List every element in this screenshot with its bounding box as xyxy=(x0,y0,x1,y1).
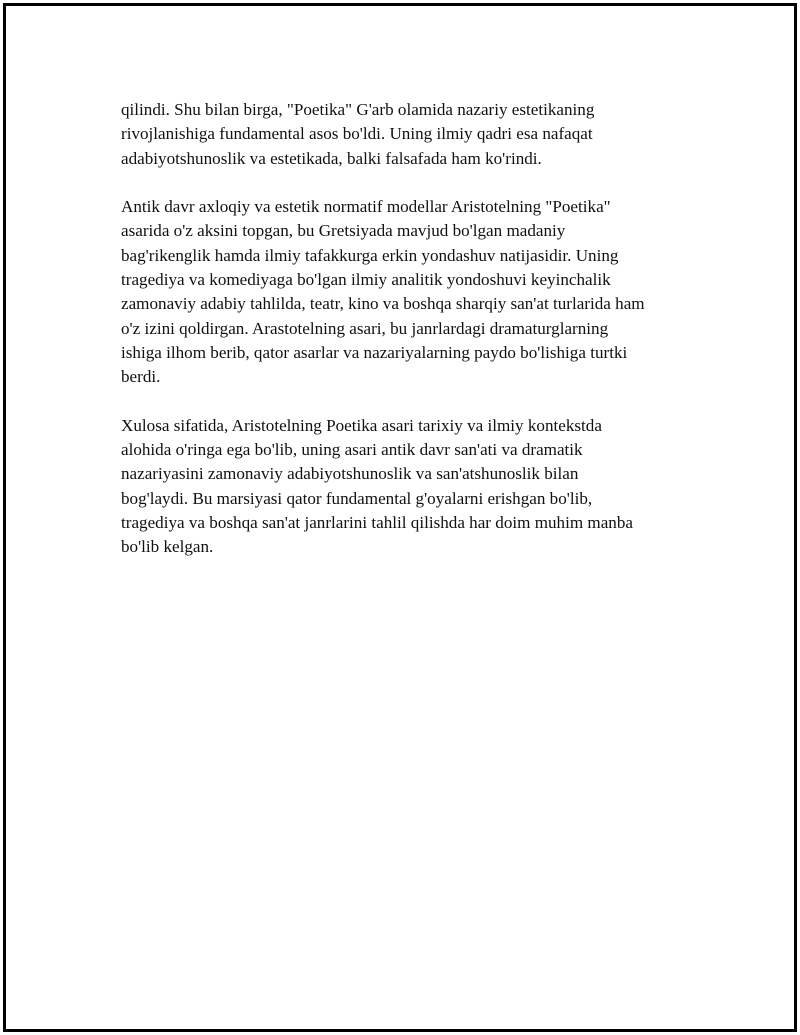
paragraph-2 xyxy=(121,195,696,389)
document-body xyxy=(121,98,696,584)
text-line: o'z izini qoldirgan. Arastotelning asari, bu janrlardagi dramaturglarning xyxy=(121,318,609,338)
text-line: tragediya va boshqa san'at janrlarini tahlil qilishda har doim muhim manba xyxy=(121,513,633,533)
text-line: Xulosa sifatida, Aristotelning Poetika asari tarixiy va ilmiy kontekstda xyxy=(121,415,602,435)
paragraph-3 xyxy=(121,414,696,560)
text-line: qilindi. Shu bilan birga, "Poetika" G'arb olamida nazariy estetikaning xyxy=(121,100,595,119)
text-line: bo'lib kelgan. xyxy=(121,537,214,557)
text-line: adabiyotshunoslik va estetikada, balki falsafada ham ko'rindi. xyxy=(121,148,542,168)
page-frame xyxy=(3,3,797,1032)
text-line: nazariyasini zamonaviy adabiyotshunoslik va san'atshunoslik bilan xyxy=(121,464,579,484)
text-line: ishiga ilhom berib, qator asarlar va nazariyalarning paydo bo'lishiga turtki xyxy=(121,342,628,362)
text-line: zamonaviy adabiy tahlilda, teatr, kino va boshqa sharqiy san'at turlarida ham xyxy=(121,294,645,314)
paragraph-1 xyxy=(121,98,696,171)
text-line: asarida o'z aksini topgan, bu Gretsiyada mavjud bo'lgan madaniy xyxy=(121,221,566,241)
text-line: Antik davr axloqiy va estetik normatif modellar Aristotelning "Poetika" xyxy=(121,197,611,217)
text-line: bag'rikenglik hamda ilmiy tafakkurga erkin yondashuv natijasidir. Uning xyxy=(121,245,619,265)
text-line: tragediya va komediyaga bo'lgan ilmiy analitik yondoshuvi keyinchalik xyxy=(121,270,611,290)
text-line: alohida o'ringa ega bo'lib, uning asari antik davr san'ati va dramatik xyxy=(121,440,583,460)
text-line: berdi. xyxy=(121,367,161,387)
text-line: rivojlanishiga fundamental asos bo'ldi. Uning ilmiy qadri esa nafaqat xyxy=(121,124,593,144)
text-line: bog'laydi. Bu marsiyasi qator fundamental g'oyalarni erishgan bo'lib, xyxy=(121,488,593,508)
